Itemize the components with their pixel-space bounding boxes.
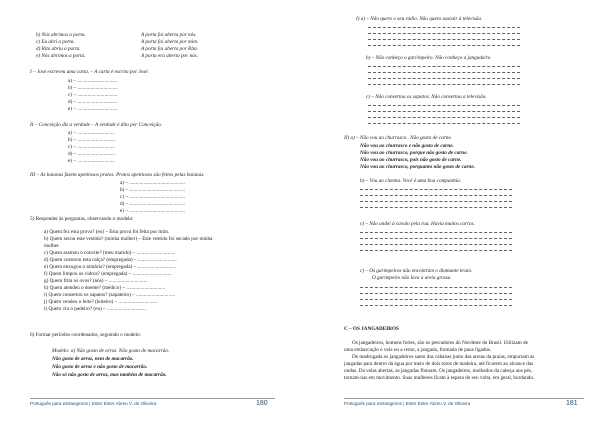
q5-line: h) Quem atendeu o doente? (médico) – ..............................	[44, 285, 166, 291]
ex2-item: a) – .............................	[68, 130, 115, 136]
pair-e-left: e) Nós abrimos a porta.	[36, 53, 86, 59]
exercise-2-head: II – Conceição diz a verdade – A verdade é dita por Conceição.	[30, 122, 163, 128]
ii-answer: Não vou ao churrasco, pois não gosto de carne.	[360, 157, 462, 163]
q5-line: j) Quem vendeu o leite? (leiteiro) – ..............................	[44, 299, 158, 305]
paragraph-line: ondas. Da velas abertas, as jangadas flutuam. Os jangadeiros, molhados da cabeça aos pés,	[344, 368, 533, 374]
page-number: 180	[256, 400, 268, 407]
q5-line: c) Quem assinou o convite? (meu marido) – ..............................	[44, 250, 176, 256]
answer-line	[368, 117, 520, 118]
answer-line	[368, 39, 520, 40]
ex2-item: d) – .............................	[68, 151, 116, 157]
answer-line	[368, 45, 520, 46]
answer-line	[368, 105, 520, 106]
q6-answer: Não só não gosto de arroz, mas também de macarrão.	[52, 372, 167, 378]
answer-line	[360, 238, 512, 239]
answer-line	[360, 287, 512, 288]
iii-c-second: O garimpeiro não lava a areia grossa.	[372, 275, 452, 281]
answer-line	[368, 84, 520, 85]
answer-line	[368, 123, 520, 124]
footer-divider	[344, 398, 584, 399]
ex1-item: e) – ...............................	[68, 106, 118, 112]
q5-line: a) Quem fez esta prova? (eu) – Esta prova foi feita por mim.	[44, 229, 170, 235]
answer-line	[360, 244, 512, 245]
q6-answer: Não gosto de arroz, nem de macarrão.	[52, 356, 134, 362]
ex3-item: a) – ...........................................	[120, 180, 185, 186]
ex2-item: b) – .............................	[68, 137, 116, 143]
page-number: 181	[566, 400, 578, 407]
ii-a-head: II) a) – Não vou ao churrasco . Não gosto de carne.	[344, 135, 452, 141]
ex1-item: b) – ...............................	[68, 85, 118, 91]
q6-model: Modelo: a) Não gosto de arroz. Não gosto de macarrão.	[52, 348, 170, 354]
exercise-1-head: I – José escreveu uma carta. – A carta é escrita por José.	[30, 69, 149, 75]
pair-c-left: c) Eu abri a porta.	[36, 39, 75, 45]
answer-line	[368, 111, 520, 112]
paragraph-line: Os jangadeiros, homens fortes, são os pescadores do Nordeste do Brasil. Utilizam de	[352, 340, 528, 346]
ii-c-head: c) – Não andei à cavalo pela rua. Havia muitos carros.	[360, 221, 475, 227]
ex1-item: c) – ...............................	[68, 92, 118, 98]
right-page	[300, 0, 600, 424]
i-a-head: I) a) – Não quero o seu rádio. Não quero assistir à televisão.	[356, 16, 483, 22]
ex1-item: a) – ...............................	[68, 78, 118, 84]
ii-answer: Não vou ao churrasco, porque não gosto de carne.	[360, 150, 468, 156]
q5-line: b) Quem secou este vestido? (minha mulher) – Este vestido foi secado por minha	[44, 236, 213, 242]
pair-e-right: A porta era aberta por nós.	[141, 53, 198, 59]
question-6-head: 6) Formar períodos coordenados, seguindo o modelo:	[30, 332, 142, 338]
ex3-item: c) – ...........................................	[120, 194, 185, 200]
answer-line	[360, 232, 512, 233]
ex2-item: c) – .............................	[68, 144, 115, 150]
q5-line: d) Quem costurou esta calça? (empregada) – ..............................	[44, 257, 177, 263]
ex3-item: d) – ...........................................	[120, 201, 186, 207]
answer-line	[368, 66, 520, 67]
answer-line	[360, 207, 512, 208]
answer-line	[368, 27, 520, 28]
ex3-item: b) – ...........................................	[120, 187, 186, 193]
exercise-3-head: III – As baianas fazem apetitosos pratos. Pratos apetitosos são feitos pelas baianas.	[30, 172, 205, 178]
ex3-item: e) – ...........................................	[120, 208, 185, 214]
pair-d-left: d) Rita abriu a porta.	[36, 46, 81, 52]
answer-line	[360, 201, 512, 202]
pair-b-left: b) Nós abrimos a porta.	[36, 32, 86, 38]
answer-line	[368, 33, 520, 34]
answer-line	[368, 72, 520, 73]
i-b-head: b) – Não conheço o gari/mpeiro. Não conheço a jangada/ro.	[366, 55, 492, 61]
paragraph-line: jangadas para dentro da água por meio de dois toros de madeira, até ficarem ao alcance das	[344, 361, 534, 367]
ii-answer: Não vou ao churrasco, porquanto não gosto de carne.	[360, 164, 476, 170]
q5-line: e) Quem enxugou o armário? (empregada) – ..............................	[44, 264, 177, 270]
answer-line	[360, 305, 512, 306]
pair-c-right: A porta foi aberta por mim.	[141, 39, 199, 45]
q5-line: g) Quem frita os ovos? (nós) – ..............................	[44, 278, 148, 284]
answer-line	[360, 189, 512, 190]
footer-text: Português para estrangeiros | Ester Ester Abreu V. de Oliveira	[30, 401, 157, 406]
footer-text: Português para estrangeiros | Ester Ester Abreu V. de Oliveira	[344, 401, 471, 406]
paragraph-line: De madrugada os jangadeiros saem das cabanas junto das areias da praias, empurram as	[352, 354, 535, 360]
paragraph-line: tornam-nas em movimento. Suas mulheres ficam à espera do seu volta, em geral, bordando.	[344, 375, 535, 381]
answer-line	[360, 250, 512, 251]
answer-line	[360, 195, 512, 196]
footer-divider	[30, 398, 275, 399]
ex2-item: e) – .............................	[68, 158, 115, 164]
section-title: C – OS JANGADEIROS	[344, 326, 399, 332]
q5-line: mulher.	[44, 243, 60, 249]
i-c-head: c) – Não consertou os sapatos. Não consertou a televisão.	[366, 94, 487, 100]
pair-d-right: A porta foi aberta por Rita.	[141, 46, 198, 52]
question-5-head: 5) Responder às perguntas, observando o modelo:	[30, 216, 134, 222]
pair-b-right: A porta foi aberta por nós.	[141, 32, 197, 38]
q5-line: f) Quem limpou os vidros? (empregada) – ..............................	[44, 271, 172, 277]
paragraph-line: uma embarcação e vela ou a remo, a jangada, formada de paus ligados.	[344, 347, 492, 353]
q5-line: l) Quem viu o padeiro? (eu) – ..............................	[44, 306, 146, 312]
q5-line: i) Quem consertou os sapatos? (sapateiro) – ..............................	[44, 292, 175, 298]
iii-c-head: c) – Os garimpeiros não encontram o diamante bruto.	[360, 268, 473, 274]
ex1-item: d) – ...............................	[68, 99, 118, 105]
answer-line	[360, 299, 512, 300]
answer-line	[368, 78, 520, 79]
q6-answer: Não gosto de arroz e não gosto de macarrão.	[52, 364, 148, 370]
ii-b-head: b) – Vou ao cinema. Você é uma boa companhia.	[360, 178, 461, 184]
answer-line	[360, 293, 512, 294]
ii-answer: Não vou ao churrasco e não gosto de carne.	[360, 143, 454, 149]
